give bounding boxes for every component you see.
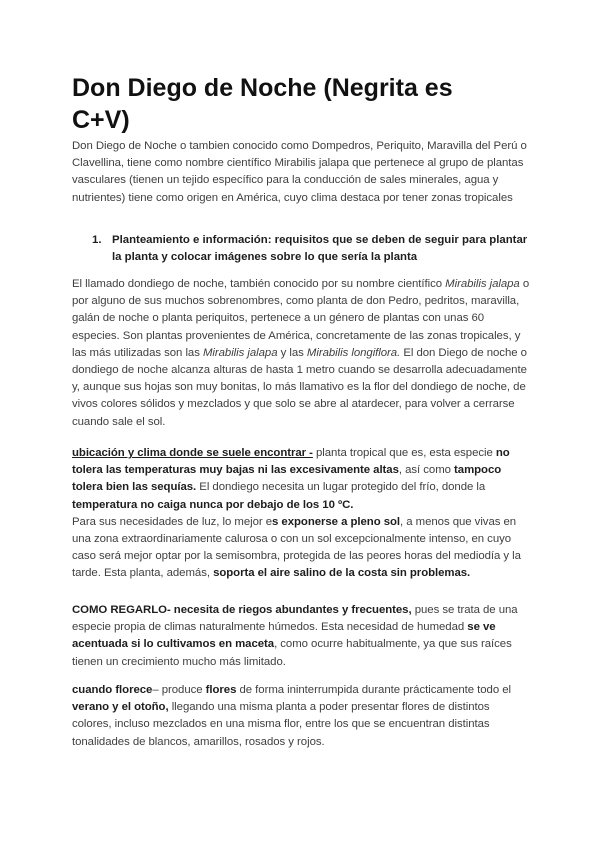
section-heading: ubicación y clima donde se suele encontrar -: [72, 447, 313, 459]
list-item-text: Planteamiento e información: requisitos que se deben de seguir para plantar la planta y colocar imágenes sobre lo que sería la planta: [112, 234, 528, 264]
bold-text: tampoco tolera bien las sequías.: [72, 464, 502, 494]
bold-text: verano y el otoño,: [72, 701, 169, 714]
bold-text: se ve acentuada si lo cultivamos en maceta: [72, 621, 496, 651]
text-run: de forma ininterrumpida durante prácticamente todo el: [236, 684, 511, 696]
location-climate-paragraph: [72, 445, 530, 583]
watering-paragraph: [72, 602, 530, 671]
bold-text: s exponerse a pleno sol: [272, 515, 401, 528]
text-run: El llamado dondiego de noche, también conocido por su nombre científico: [72, 278, 446, 290]
text-run: , a menos que vivas en una zona extraordinariamente calurosa o con un sol excepcionalmente intenso, en cuyo caso será mejor optar por la semisombra, protegida de las peores horas del mediodía y la tarde. Esta planta, además,: [72, 515, 521, 580]
bold-text: flores: [205, 684, 237, 696]
page-title: Don Diego de Noche (Negrita es C+V): [72, 74, 453, 134]
text-run: , como ocurre habitualmente, ya que sus raíces tienen un crecimiento mucho más limitado.: [72, 638, 512, 668]
text-run: o por alguno de sus muchos sobrenombres, como planta de don Pedro, pedritos, maravilla, galán de noche o planta periquitos, pertenece a un género de plantas con unas 60 especies. Son plantas provenientes de América, concretamente de las zonas tropicales, y las más utilizadas son las: [72, 278, 530, 359]
bold-text: no tolera las temperaturas muy bajas ni las excesivamente altas: [72, 447, 510, 477]
text-run: llegando una misma planta a poder presentar flores de distintos colores, incluso mezclados en una misma flor, entre los que se encuentran distintas tonalidades de blancos, amarillos, rosados y rojos.: [72, 701, 490, 748]
scientific-name: Mirabilis longiflora.: [306, 346, 401, 359]
text-run: , así como: [398, 464, 455, 477]
flowering-paragraph: [72, 682, 530, 751]
text-run: y las: [277, 346, 307, 359]
text-run: – produce: [152, 684, 206, 696]
bold-text: soporta el aire salino de la costa sin problemas.: [213, 567, 471, 580]
text-run: planta tropical que es, esta especie: [312, 447, 496, 459]
intro-paragraph: Don Diego de Noche o tambien conocido como Dompedros, Periquito, Maravilla del Perú o Clavellina, tiene como nombre científico Mirabilis jalapa que pertenece al grupo de plantas vasculares (tienen un tejido específico para la conducción de sales minerales, agua y nutrientes) tiene como origen en América, cuyo clima destaca por tener zonas tropicales: [72, 140, 527, 204]
list-item-number: 1.: [92, 234, 102, 246]
bold-text: temperatura no caiga nunca por debajo de los 10 ºC.: [72, 498, 354, 511]
section-heading: COMO REGARLO- necesita de riegos abundantes y frecuentes,: [72, 604, 412, 616]
scientific-name: Mirabilis jalapa: [202, 346, 278, 359]
text-run: El don Diego de noche o dondiego de noche alcanza alturas de hasta 1 metro cuando se desarrolla adecuadamente y, aunque sus hojas son muy bonitas, lo más llamativo es la flor del dondiego de noche, de vivos colores sólidos y mezclados y que solo se abre al atardecer, para volver a cerrarse cuando sale el sol.: [72, 346, 527, 428]
section-heading: cuando florece: [72, 684, 153, 696]
text-run: Para sus necesidades de luz, lo mejor e: [72, 515, 273, 528]
text-run: El dondiego necesita un lugar protegido del frío, donde la: [196, 481, 486, 494]
text-run: pues se trata de una especie propia de climas naturalmente húmedos. Esta necesidad de humedad: [72, 604, 518, 634]
description-paragraph: [72, 276, 530, 431]
scientific-name: Mirabilis jalapa: [445, 278, 520, 290]
